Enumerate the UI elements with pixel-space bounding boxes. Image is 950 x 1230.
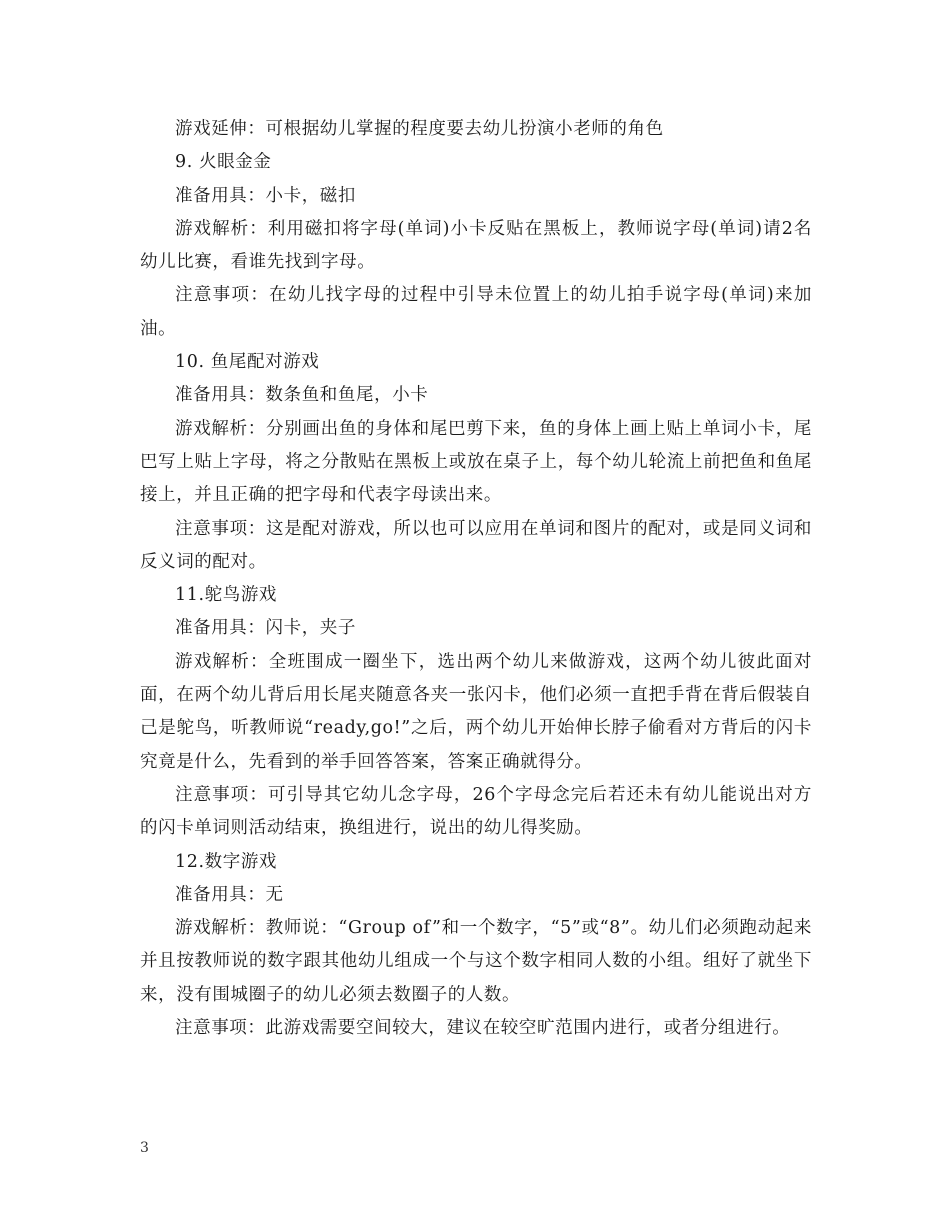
- notes-text: 注意事项：此游戏需要空间较大，建议在较空旷范围内进行，或者分组进行。: [175, 1018, 791, 1039]
- game-analysis-text: 游戏解析：教师说：“Group of”和一个数字，“5”或“8”。幼儿们必须跑动起来并且按教师说的数字跟其他幼儿组成一个与这个数字相同人数的小组。组好了就坐下来，没有围城圈子的幼儿必须去数圈子的人数。: [140, 918, 812, 1005]
- page-number: 3: [140, 1140, 149, 1156]
- game-analysis-text: 游戏解析：分别画出鱼的身体和尾巴剪下来，鱼的身体上画上贴上单词小卡，尾巴写上贴上字母，将之分散贴在黑板上或放在桌子上，每个幼儿轮流上前把鱼和鱼尾接上，并且正确的把字母和代表字母读出来。: [140, 418, 812, 506]
- materials-text: 准备用具：无: [175, 884, 284, 905]
- notes-text: 注意事项：可引导其它幼儿念字母，26个字母念完后若还未有幼儿能说出对方的闪卡单词则活动结束，换组进行，说出的幼儿得奖励。: [140, 784, 812, 839]
- page-content: [140, 113, 812, 1045]
- materials-text: 准备用具：小卡，磁扣: [175, 185, 356, 206]
- game-analysis-text: 游戏解析：全班围成一圈坐下，选出两个幼儿来做游戏，这两个幼儿彼此面对面，在两个幼儿背后用长尾夹随意各夹一张闪卡，他们必须一直把手背在背后假装自己是鸵鸟，听教师说“ready,go!”之后，两个幼儿开始伸长脖子偷看对方背后的闪卡究竟是什么，先看到的举手回答答案，答案正确就得分。: [140, 651, 812, 772]
- notes-text: 注意事项：这是配对游戏，所以也可以应用在单词和图片的配对，或是同义词和反义词的配对。: [140, 518, 812, 572]
- materials-text: 准备用具：闪卡，夹子: [175, 618, 356, 639]
- materials-text: 准备用具：数条鱼和鱼尾，小卡: [175, 385, 429, 406]
- game-analysis-text: 游戏解析：利用磁扣将字母(单词)小卡反贴在黑板上，教师说字母(单词)请2名幼儿比赛，看谁先找到字母。: [140, 218, 812, 273]
- notes-text: 注意事项：在幼儿找字母的过程中引导未位置上的幼儿拍手说字母(单词)来加油。: [140, 285, 812, 339]
- game-extension-text: 游戏延伸：可根据幼儿掌握的程度要去幼儿扮演小老师的角色: [175, 119, 664, 139]
- section-heading-10: 10. 鱼尾配对游戏: [175, 352, 320, 373]
- section-heading-9: 9. 火眼金金: [175, 152, 272, 173]
- section-heading-12: 12.数字游戏: [175, 851, 278, 872]
- section-heading-11: 11.鸵鸟游戏: [175, 585, 278, 606]
